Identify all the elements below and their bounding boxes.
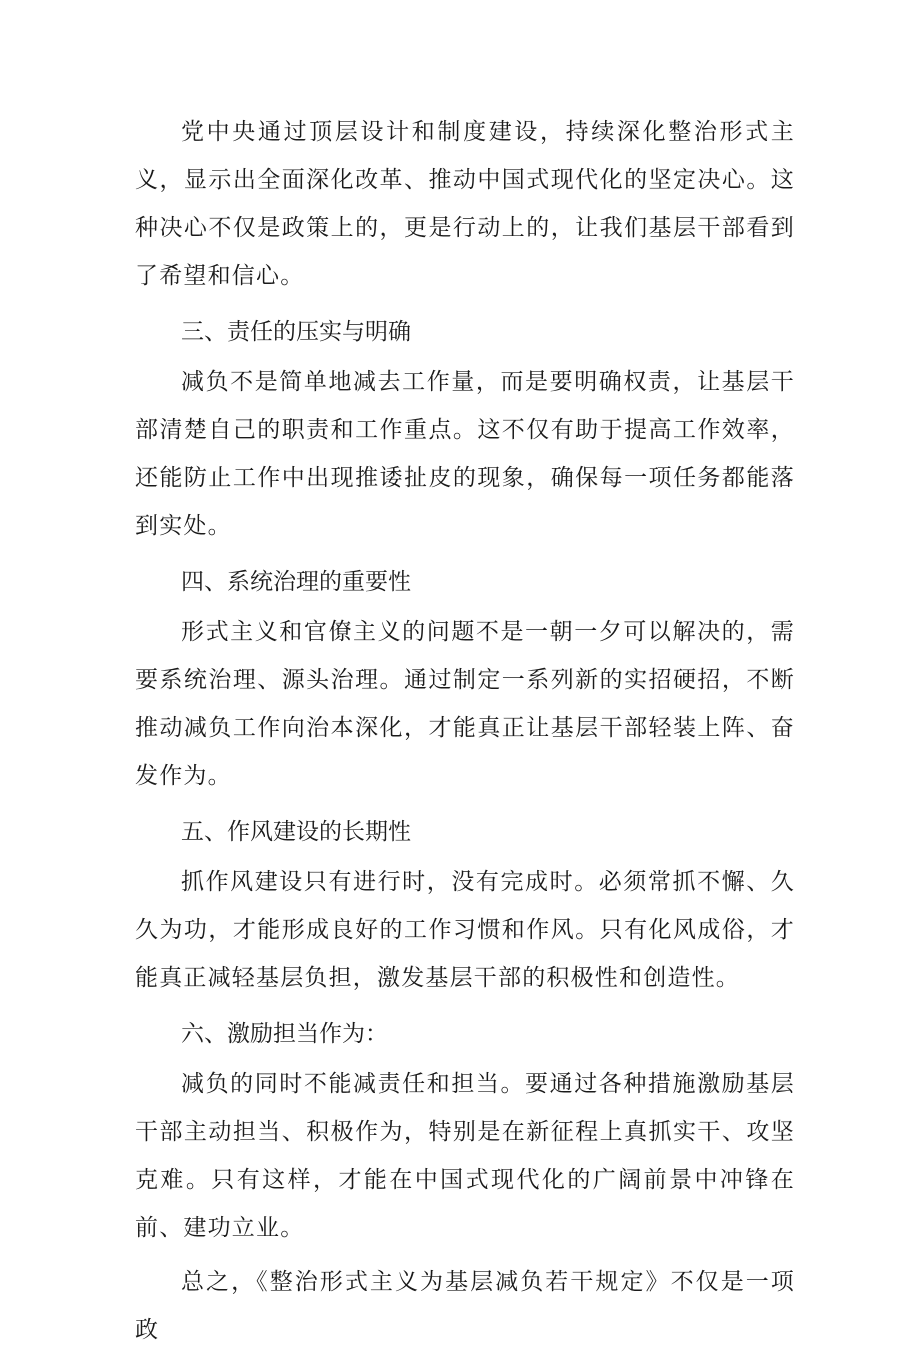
paragraph-work-style: 抓作风建设只有进行时，没有完成时。必须常抓不懈、久久为功，才能形成良好的工作习惯和作风。只有化风成俗，才能真正减轻基层负担，激发基层干部的积极性和创造性。 xyxy=(135,869,795,991)
paragraph-conclusion: 总之，《整治形式主义为基层减负若干规定》不仅是一项政 xyxy=(135,1269,795,1343)
section-heading-3: 三、责任的压实与明确 xyxy=(181,319,411,345)
paragraph-governance: 形式主义和官僚主义的问题不是一朝一夕可以解决的，需要系统治理、源头治理。通过制定一系列新的实招硬招，不断推动减负工作向治本深化，才能真正让基层干部轻装上阵、奋发作为。 xyxy=(135,619,795,789)
paragraph-incentive: 减负的同时不能减责任和担当。要通过各种措施激励基层干部主动担当、积极作为，特别是在新征程上真抓实干、攻坚克难。只有这样，才能在中国式现代化的广阔前景中冲锋在前、建功立业。 xyxy=(135,1071,795,1241)
section-heading-6: 六、激励担当作为： xyxy=(181,1021,388,1047)
paragraph-responsibility: 减负不是简单地减去工作量，而是要明确权责，让基层干部清楚自己的职责和工作重点。这不仅有助于提高工作效率，还能防止工作中出现推诿扯皮的现象，确保每一项任务都能落到实处。 xyxy=(135,369,795,539)
section-heading-4: 四、系统治理的重要性 xyxy=(181,569,411,595)
paragraph-determination: 党中央通过顶层设计和制度建设，持续深化整治形式主义，显示出全面深化改革、推动中国式现代化的坚定决心。这种决心不仅是政策上的，更是行动上的，让我们基层干部看到了希望和信心。 xyxy=(135,119,795,289)
section-heading-5: 五、作风建设的长期性 xyxy=(181,819,411,845)
document-body xyxy=(135,108,795,1354)
